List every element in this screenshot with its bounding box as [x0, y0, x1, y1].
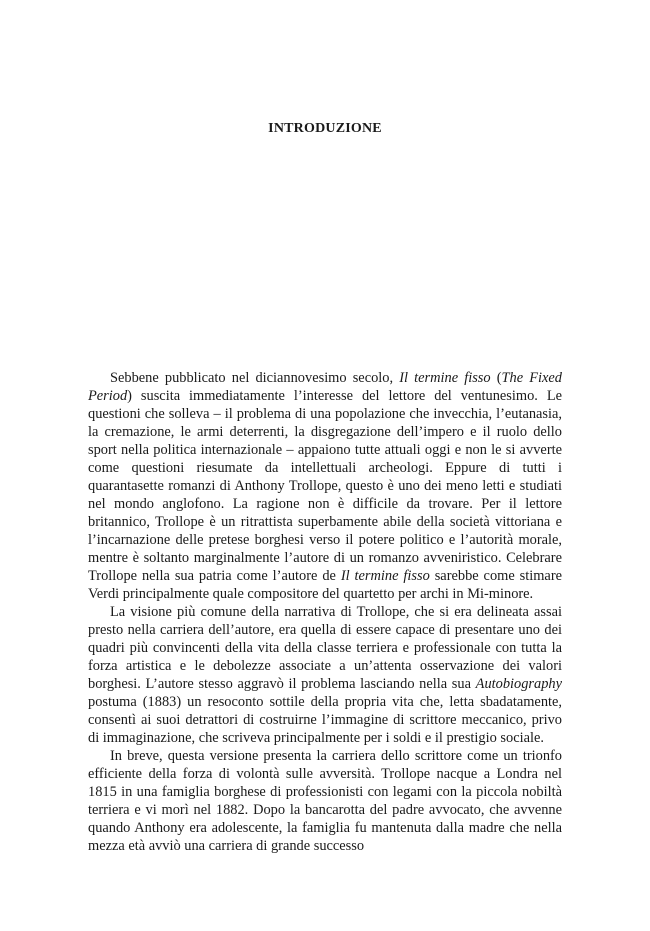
text-run: sarebbe come stimare Verdi principalmente quale compositore del quartetto per archi in Mi-minore. [88, 568, 562, 602]
text-run: postuma (1883) un resoconto sottile della propria vita che, letta sbadatamente, consentì ai suoi detrattori di costruirne l’immagine di scrittore meccanico, privo di immaginazione, che scriveva principalmente per i soldi e il prestigio sociale. [88, 694, 562, 746]
italic-title: Il termine fisso [340, 568, 430, 584]
text-run: In breve, questa versione presenta la carriera dello scrittore come un trionfo efficiente della forza di volontà sulle avversità. Trollope nacque a Londra nel 1815 in una famiglia borghese di professionisti con legami con la piccola nobiltà terriera e vi morì nel 1882. Dopo la bancarotta del padre avvocato, che avvenne quando Anthony era adolescente, la famiglia fu mantenuta dalla madre che nella mezza età avviò una carriera di grande successo [88, 748, 562, 854]
italic-title: The Fixed Period [88, 370, 563, 404]
text-run: La visione più comune della narrativa di Trollope, che si era delineata assai presto nella carriera dell’autore, era quella di essere capace di presentare uno dei quadri più convincenti della vita della classe terriera e professionale con tutta la forza artistica e le debolezze associate a un’attenta osservazione dei valori borghesi. L’autore stesso aggravò il problema lasciando nella sua [88, 604, 562, 692]
chapter-title: INTRODUZIONE [268, 121, 382, 136]
paragraph [88, 603, 562, 747]
italic-title: Autobiography [475, 676, 562, 692]
paragraph [88, 369, 562, 603]
text-run: ) suscita immediatamente l’interesse del lettore del ventunesimo. Le questioni che solleva – il problema di una popolazione che invecchia, l’eutanasia, la cremazione, le armi deterrenti, la disgregazione dell’impero e il ruolo dello sport nella politica internazionale – appaiono tutte attuali oggi e non le si avverte come questioni riesumate da intellettuali archeologi. Eppure di tutti i quarantasette romanzi di Anthony Trollope, questo è uno dei meno letti e studiati nel mondo anglofono. La ragione non è difficile da trovare. Per il lettore britannico, Trollope è un ritrattista superbamente abile della società vittoriana e l’incarnazione delle pretese borghesi verso il potere politico e l’autorità morale, mentre è soltanto marginalmente l’autore di un romanzo avveniristico. Celebrare Trollope nella sua patria come l’autore de [88, 388, 562, 584]
text-run: ( [490, 370, 502, 386]
text-run: Sebbene pubblicato nel diciannovesimo secolo, [110, 370, 400, 386]
body-text [88, 369, 562, 855]
paragraph [88, 747, 562, 855]
italic-title: Il termine fisso [399, 370, 491, 386]
